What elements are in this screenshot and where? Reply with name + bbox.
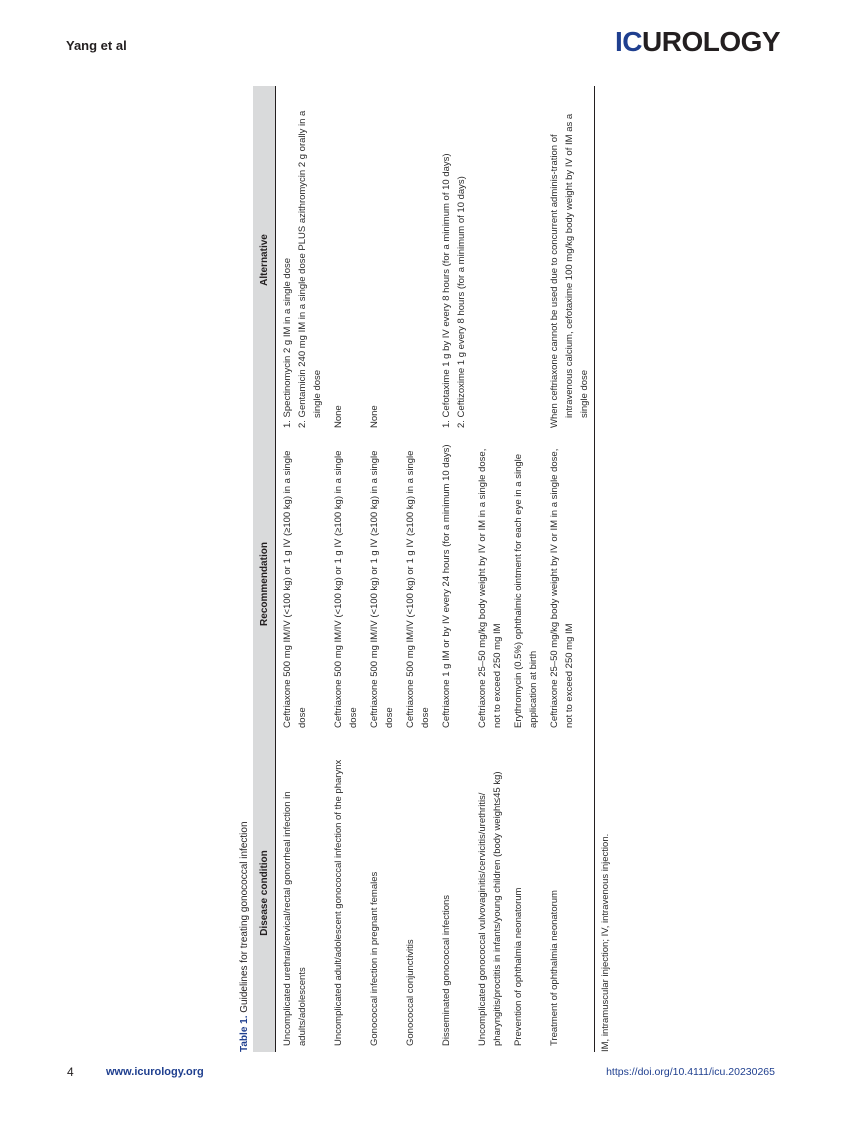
disease-condition-cell: Prevention of ophthalmia neonatorum [513, 887, 524, 1046]
column-header-recommendation: Recommendation [253, 434, 276, 734]
alternative-line: 1. Spectinomycin 2 g IM in a single dose [282, 257, 293, 428]
alternative-cell [543, 86, 595, 434]
alternative-line: 2. Ceftizoxime 1 g every 8 hours (for a minimum of 10 days) [456, 176, 467, 428]
column-header-disease: Disease condition [253, 734, 276, 1052]
table-caption-label: Table 1. [239, 1015, 250, 1052]
alternative-cell [327, 86, 363, 434]
disease-condition-cell: Gonococcal conjunctivitis [405, 939, 416, 1046]
rotated-table-region [237, 86, 612, 1052]
alternative-cell [399, 86, 435, 434]
alternative-cell [435, 86, 471, 434]
alternative-line: None [333, 405, 344, 428]
recommendation-cell: Ceftriaxone 25–50 mg/kg body weight by IV or IM in a single dose, not to exceed 250 mg IM [543, 434, 595, 734]
journal-logo: ICUROLOGY [615, 26, 781, 57]
website-link[interactable]: www.icurology.org [106, 1066, 204, 1078]
alternative-line: None [369, 405, 380, 428]
doi-link[interactable]: https://doi.org/10.4111/icu.20230265 [606, 1066, 775, 1078]
disease-condition-cell: Uncomplicated gonococcal vulvovaginitis/cervicitis/urethritis/ pharyngitis/proctitis in infants/young children (body weight≤45 kg) [477, 771, 503, 1046]
recommendation-cell: Ceftriaxone 500 mg IM/IV (<100 kg) or 1 g IV (≥100 kg) in a single dose [405, 450, 431, 728]
recommendation-cell: Ceftriaxone 1 g IM or by IV every 24 hours (for a minimum 10 days) [441, 444, 452, 728]
table-row [276, 86, 328, 1052]
recommendation-cell: Ceftriaxone 500 mg IM/IV (<100 kg) or 1 g IV (≥100 kg) in a single dose [282, 450, 308, 728]
table-row [327, 86, 363, 1052]
guidelines-table [253, 86, 595, 1052]
page-number: 4 [67, 1065, 74, 1079]
running-header-author: Yang et al [66, 38, 127, 53]
disease-condition-cell: Uncomplicated adult/adolescent gonococcal infection of the pharynx [333, 759, 344, 1046]
disease-condition-cell: Disseminated gonococcal infections [441, 894, 452, 1046]
table-row [507, 86, 543, 1052]
alternative-line: When ceftriaxone cannot be used due to concurrent adminis-tration of intravenous calcium, cefotaxime 100 mg/kg body weight by IV of IM as a single dose [549, 113, 590, 428]
alternative-line: 1. Cefotaxime 1 g by IV every 8 hours (for a minimum of 10 days) [441, 153, 452, 428]
alternative-cell [363, 86, 399, 434]
table-row [363, 86, 399, 1052]
table-row [543, 86, 595, 1052]
table-caption-text: Guidelines for treating gonococcal infection [239, 821, 250, 1013]
recommendation-cell: Ceftriaxone 25–50 mg/kg body weight by IV or IM in a single dose, not to exceed 250 mg IM [477, 448, 503, 728]
recommendation-cell: Erythromycin (0.5%) ophthalmic ointment for each eye in a single application at birth [513, 453, 539, 728]
table-header-row [253, 86, 276, 1052]
disease-condition-cell: Treatment of ophthalmia neonatorum [543, 734, 595, 1052]
table-footnote: IM, intramuscular injection; IV, intravenous injection. [600, 833, 611, 1052]
recommendation-cell: Ceftriaxone 500 mg IM/IV (<100 kg) or 1 g IV (≥100 kg) in a single dose [333, 450, 359, 728]
table-row [399, 86, 435, 1052]
alternative-cell [507, 86, 543, 434]
table-row [471, 86, 507, 1052]
alternative-line: 2. Gentamicin 240 mg IM in a single dose PLUS azithromycin 2 g orally in a single dose [297, 110, 323, 428]
disease-condition-cell: Uncomplicated urethral/cervical/rectal gonorrheal infection in adults/adolescents [282, 791, 308, 1046]
table-row [435, 86, 471, 1052]
alternative-cell [276, 86, 328, 434]
disease-condition-cell: Gonococcal infection in pregnant females [369, 871, 380, 1046]
table-caption [237, 86, 253, 1052]
alternative-cell [471, 86, 507, 434]
recommendation-cell: Ceftriaxone 500 mg IM/IV (<100 kg) or 1 g IV (≥100 kg) in a single dose [369, 450, 395, 728]
column-header-alternative: Alternative [253, 86, 276, 434]
